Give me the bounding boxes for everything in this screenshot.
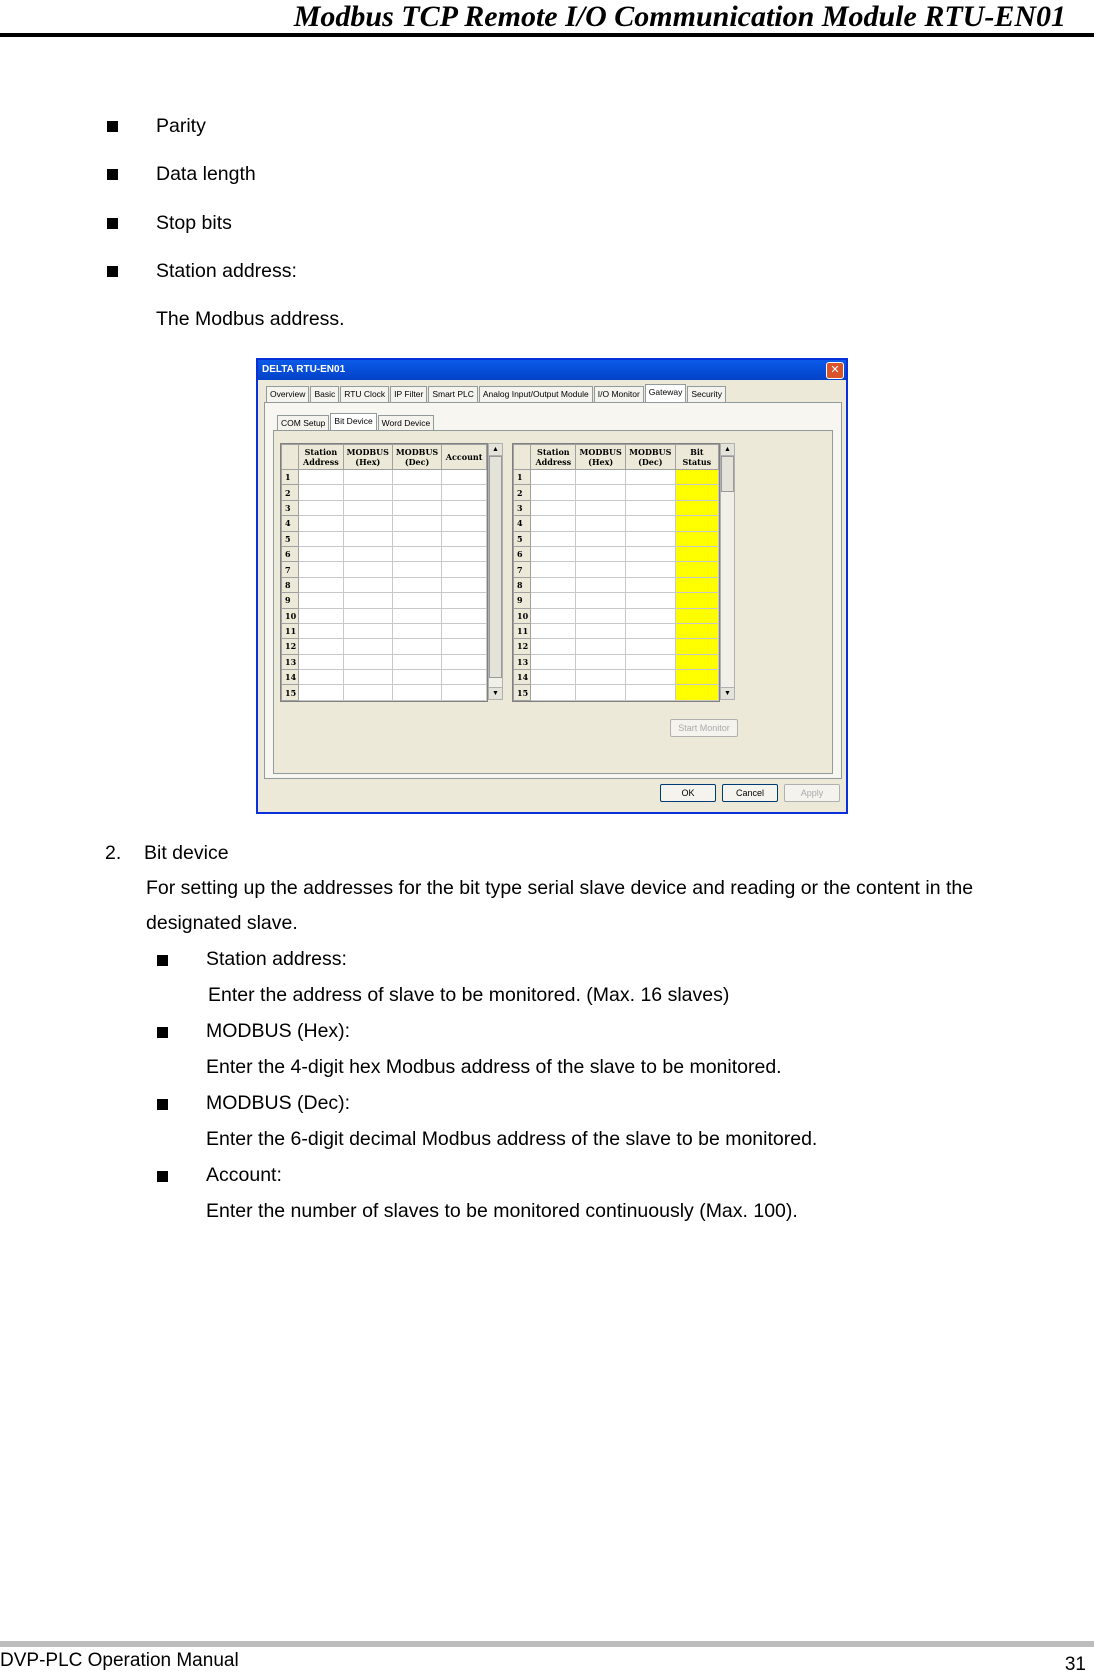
grid-cell[interactable] (299, 685, 344, 700)
grid-cell[interactable] (576, 485, 626, 500)
row-number: 6 (282, 546, 299, 561)
table-row[interactable] (282, 485, 487, 500)
grid-cell[interactable] (531, 577, 576, 592)
grid-cell[interactable] (442, 639, 487, 654)
row-number: 13 (282, 654, 299, 669)
grid-cell[interactable] (625, 670, 675, 685)
grid-cell[interactable] (392, 531, 441, 546)
grid-cell[interactable] (392, 500, 441, 515)
table-row[interactable] (514, 670, 719, 685)
tab-smart-plc[interactable]: Smart PLC (428, 386, 478, 402)
grid-cell[interactable] (576, 546, 626, 561)
subtab-word-device[interactable]: Word Device (378, 415, 435, 431)
row-number: 14 (514, 670, 531, 685)
tab-analog-io[interactable]: Analog Input/Output Module (479, 386, 593, 402)
grid-cell[interactable] (299, 500, 344, 515)
grid-cell[interactable] (299, 485, 344, 500)
scroll-thumb[interactable] (721, 456, 734, 492)
scroll-up-icon[interactable]: ▲ (489, 444, 502, 456)
footer-manual-title: DVP-PLC Operation Manual (0, 1650, 239, 1671)
table-row[interactable] (514, 531, 719, 546)
rtu-dialog (256, 358, 848, 814)
bullet-square (107, 266, 118, 277)
grid-cell[interactable] (343, 593, 392, 608)
grid-cell[interactable] (625, 500, 675, 515)
grid-cell[interactable] (625, 531, 675, 546)
row-number: 5 (282, 531, 299, 546)
table-row[interactable] (282, 670, 487, 685)
item-account-label: Account: (206, 1164, 282, 1186)
dialog-title: DELTA RTU-EN01 (262, 364, 346, 375)
grid-cell[interactable] (299, 546, 344, 561)
table-row[interactable] (514, 608, 719, 623)
grid-cell[interactable] (675, 516, 718, 531)
grid-cell[interactable] (343, 685, 392, 700)
grid-cell[interactable] (392, 685, 441, 700)
row-number: 12 (514, 639, 531, 654)
grid-cell[interactable] (531, 685, 576, 700)
col-modbus-hex: MODBUS (Hex) (576, 445, 626, 470)
table-row[interactable] (514, 500, 719, 515)
ok-button[interactable]: OK (660, 784, 716, 802)
bullet-stop-bits: Stop bits (156, 212, 232, 234)
row-number: 14 (282, 670, 299, 685)
grid-cell[interactable] (576, 685, 626, 700)
section-title: Bit device (144, 842, 229, 864)
grid-cell[interactable] (675, 470, 718, 485)
subtab-com-setup[interactable]: COM Setup (277, 415, 329, 431)
grid-cell[interactable] (675, 685, 718, 700)
close-icon[interactable]: ✕ (826, 362, 844, 379)
grid-cell[interactable] (531, 654, 576, 669)
table-row[interactable] (282, 500, 487, 515)
grid-cell[interactable] (675, 546, 718, 561)
item-modbus-hex-desc: Enter the 4-digit hex Modbus address of the slave to be monitored. (206, 1056, 782, 1078)
grid-cell[interactable] (675, 577, 718, 592)
grid-cell[interactable] (442, 654, 487, 669)
grid-cell[interactable] (625, 639, 675, 654)
table-row[interactable] (514, 593, 719, 608)
grid-cell[interactable] (299, 608, 344, 623)
grid-cell[interactable] (343, 531, 392, 546)
scroll-up-icon[interactable]: ▲ (721, 444, 734, 456)
item-station-address-desc: Enter the address of slave to be monitored. (Max. 16 slaves) (208, 984, 730, 1006)
table-row[interactable] (282, 654, 487, 669)
grid-cell[interactable] (531, 516, 576, 531)
grid-cell[interactable] (675, 485, 718, 500)
grid-cell[interactable] (392, 654, 441, 669)
grid-cell[interactable] (531, 562, 576, 577)
grid-cell[interactable] (576, 470, 626, 485)
grid-cell[interactable] (625, 608, 675, 623)
apply-button[interactable]: Apply (784, 784, 840, 802)
row-number: 4 (282, 516, 299, 531)
grid-cell[interactable] (343, 670, 392, 685)
grid-cell[interactable] (299, 639, 344, 654)
bullet-square (157, 955, 168, 966)
grid-cell[interactable] (576, 531, 626, 546)
grid-cell[interactable] (625, 593, 675, 608)
grid-cell[interactable] (343, 623, 392, 638)
grid-cell[interactable] (442, 577, 487, 592)
grid-cell[interactable] (392, 623, 441, 638)
grid-cell[interactable] (531, 546, 576, 561)
grid-cell[interactable] (576, 623, 626, 638)
item-modbus-dec-desc: Enter the 6-digit decimal Modbus address of the slave to be monitored. (206, 1128, 818, 1150)
section-intro-line2: designated slave. (146, 912, 298, 934)
main-tabs (266, 386, 727, 402)
tab-io-monitor[interactable]: I/O Monitor (594, 386, 644, 402)
row-number: 2 (514, 485, 531, 500)
row-number: 7 (514, 562, 531, 577)
grid-cell[interactable] (675, 654, 718, 669)
table-row[interactable] (514, 562, 719, 577)
grid-cell[interactable] (299, 593, 344, 608)
grid-cell[interactable] (442, 516, 487, 531)
grid-cell[interactable] (392, 470, 441, 485)
gateway-panel (264, 402, 842, 779)
col-modbus-hex: MODBUS (Hex) (343, 445, 392, 470)
tab-security[interactable]: Security (687, 386, 726, 402)
table-row[interactable] (514, 470, 719, 485)
grid-cell[interactable] (576, 500, 626, 515)
bullet-data-length: Data length (156, 163, 256, 185)
table-row[interactable] (282, 608, 487, 623)
grid-cell[interactable] (675, 593, 718, 608)
grid-cell[interactable] (442, 623, 487, 638)
grid-cell[interactable] (576, 608, 626, 623)
grid-cell[interactable] (343, 608, 392, 623)
page-number: 31 (1064, 1654, 1086, 1675)
col-bit-status: Bit Status (675, 445, 718, 470)
grid-cell[interactable] (392, 562, 441, 577)
grid-cell[interactable] (343, 470, 392, 485)
item-modbus-dec-label: MODBUS (Dec): (206, 1092, 351, 1114)
corner-cell (282, 445, 299, 470)
bullet-square (157, 1171, 168, 1182)
grid-cell[interactable] (442, 562, 487, 577)
grid-cell[interactable] (531, 531, 576, 546)
row-number: 7 (282, 562, 299, 577)
row-number: 3 (282, 500, 299, 515)
bullet-square (157, 1027, 168, 1038)
corner-cell (514, 445, 531, 470)
grid-cell[interactable] (625, 546, 675, 561)
table-row[interactable] (514, 577, 719, 592)
item-modbus-hex-label: MODBUS (Hex): (206, 1020, 351, 1042)
right-grid[interactable] (512, 443, 720, 702)
table-row[interactable] (514, 516, 719, 531)
row-number: 12 (282, 639, 299, 654)
subtab-bit-device[interactable]: Bit Device (330, 413, 376, 431)
grid-cell[interactable] (625, 470, 675, 485)
grid-cell[interactable] (531, 500, 576, 515)
grid-cell[interactable] (343, 516, 392, 531)
grid-cell[interactable] (343, 577, 392, 592)
row-number: 15 (514, 685, 531, 700)
grid-cell[interactable] (343, 639, 392, 654)
grid-cell[interactable] (675, 531, 718, 546)
col-station-address: Station Address (299, 445, 344, 470)
left-grid[interactable] (280, 443, 488, 702)
grid-cell[interactable] (343, 654, 392, 669)
table-row[interactable] (282, 577, 487, 592)
table-row[interactable] (514, 685, 719, 700)
grid-cell[interactable] (392, 670, 441, 685)
scroll-down-icon[interactable]: ▼ (721, 687, 734, 699)
bullet-square (107, 169, 118, 180)
grid-cell[interactable] (576, 562, 626, 577)
table-row[interactable] (514, 639, 719, 654)
grid-cell[interactable] (531, 593, 576, 608)
grid-cell[interactable] (576, 593, 626, 608)
grid-cell[interactable] (576, 577, 626, 592)
grid-cell[interactable] (625, 623, 675, 638)
grid-cell[interactable] (343, 562, 392, 577)
table-row[interactable] (282, 639, 487, 654)
grid-cell[interactable] (625, 516, 675, 531)
grid-cell[interactable] (675, 639, 718, 654)
grid-cell[interactable] (675, 670, 718, 685)
row-number: 8 (514, 577, 531, 592)
grid-cell[interactable] (299, 654, 344, 669)
header-rule (0, 33, 1094, 37)
grid-cell[interactable] (442, 670, 487, 685)
row-number: 9 (282, 593, 299, 608)
start-monitor-button[interactable]: Start Monitor (670, 719, 738, 737)
grid-cell[interactable] (442, 485, 487, 500)
grid-cell[interactable] (675, 623, 718, 638)
table-row[interactable] (282, 470, 487, 485)
grid-cell[interactable] (625, 562, 675, 577)
grid-cell[interactable] (392, 485, 441, 500)
row-number: 13 (514, 654, 531, 669)
row-number: 3 (514, 500, 531, 515)
col-station-address: Station Address (531, 445, 576, 470)
grid-cell[interactable] (392, 546, 441, 561)
table-row[interactable] (514, 546, 719, 561)
grid-cell[interactable] (299, 623, 344, 638)
sub-tabs (277, 415, 435, 431)
grid-cell[interactable] (442, 500, 487, 515)
grid-cell[interactable] (625, 654, 675, 669)
grid-cell[interactable] (299, 562, 344, 577)
bullet-parity: Parity (156, 115, 206, 137)
left-scrollbar[interactable] (488, 443, 503, 700)
grid-cell[interactable] (442, 531, 487, 546)
tab-overview[interactable]: Overview (266, 386, 309, 402)
grid-cell[interactable] (442, 546, 487, 561)
bullet-square (157, 1099, 168, 1110)
grid-cell[interactable] (299, 577, 344, 592)
row-number: 4 (514, 516, 531, 531)
scroll-down-icon[interactable]: ▼ (489, 687, 502, 699)
table-row[interactable] (282, 516, 487, 531)
grid-cell[interactable] (625, 685, 675, 700)
grid-cell[interactable] (576, 639, 626, 654)
row-number: 11 (282, 623, 299, 638)
grid-cell[interactable] (392, 593, 441, 608)
bullet-square (107, 218, 118, 229)
table-row[interactable] (514, 654, 719, 669)
table-row[interactable] (282, 593, 487, 608)
grid-cell[interactable] (531, 639, 576, 654)
row-number: 6 (514, 546, 531, 561)
row-number: 11 (514, 623, 531, 638)
grid-cell[interactable] (531, 623, 576, 638)
col-modbus-dec: MODBUS (Dec) (625, 445, 675, 470)
col-account: Account (442, 445, 487, 470)
row-number: 2 (282, 485, 299, 500)
bit-device-panel (273, 430, 833, 774)
right-scrollbar[interactable] (720, 443, 735, 700)
footer-rule (0, 1641, 1094, 1647)
grid-cell[interactable] (625, 485, 675, 500)
grid-cell[interactable] (299, 470, 344, 485)
grid-cell[interactable] (299, 531, 344, 546)
scroll-thumb[interactable] (489, 456, 502, 678)
grid-cell[interactable] (531, 470, 576, 485)
table-row[interactable] (514, 485, 719, 500)
table-row[interactable] (282, 546, 487, 561)
table-row[interactable] (514, 623, 719, 638)
tab-basic[interactable]: Basic (310, 386, 339, 402)
grid-cell[interactable] (531, 670, 576, 685)
col-modbus-dec: MODBUS (Dec) (392, 445, 441, 470)
grid-cell[interactable] (576, 516, 626, 531)
tab-ip-filter[interactable]: IP Filter (390, 386, 427, 402)
table-row[interactable] (282, 623, 487, 638)
row-number: 5 (514, 531, 531, 546)
row-number: 10 (514, 608, 531, 623)
grid-cell[interactable] (576, 670, 626, 685)
row-number: 1 (282, 470, 299, 485)
dialog-titlebar (258, 360, 846, 380)
grid-cell[interactable] (299, 670, 344, 685)
grid-cell[interactable] (343, 500, 392, 515)
grid-cell[interactable] (675, 562, 718, 577)
bullet-station-address: Station address: (156, 260, 297, 282)
grid-cell[interactable] (343, 485, 392, 500)
row-number: 9 (514, 593, 531, 608)
grid-cell[interactable] (675, 608, 718, 623)
tab-rtu-clock[interactable]: RTU Clock (340, 386, 389, 402)
bullet-square (107, 121, 118, 132)
grid-cell[interactable] (299, 516, 344, 531)
grid-cell[interactable] (442, 593, 487, 608)
cancel-button[interactable]: Cancel (722, 784, 778, 802)
table-row[interactable] (282, 685, 487, 700)
row-number: 10 (282, 608, 299, 623)
grid-cell[interactable] (531, 485, 576, 500)
grid-cell[interactable] (576, 654, 626, 669)
grid-cell[interactable] (675, 500, 718, 515)
table-row[interactable] (282, 531, 487, 546)
item-station-address-label: Station address: (206, 948, 347, 970)
row-number: 15 (282, 685, 299, 700)
station-address-note: The Modbus address. (156, 308, 345, 330)
section-intro-line1: For setting up the addresses for the bit type serial slave device and reading or the content in the (146, 877, 974, 899)
grid-cell[interactable] (392, 608, 441, 623)
grid-cell[interactable] (392, 516, 441, 531)
grid-cell[interactable] (531, 608, 576, 623)
item-account-desc: Enter the number of slaves to be monitored continuously (Max. 100). (206, 1200, 798, 1222)
grid-cell[interactable] (392, 577, 441, 592)
grid-cell[interactable] (343, 546, 392, 561)
grid-cell[interactable] (625, 577, 675, 592)
grid-cell[interactable] (442, 608, 487, 623)
row-number: 8 (282, 577, 299, 592)
grid-cell[interactable] (442, 685, 487, 700)
header-title: Modbus TCP Remote I/O Communication Module RTU-EN01 (293, 0, 1066, 33)
table-row[interactable] (282, 562, 487, 577)
section-number: 2. (105, 842, 122, 864)
grid-cell[interactable] (442, 470, 487, 485)
row-number: 1 (514, 470, 531, 485)
tab-gateway[interactable]: Gateway (645, 384, 687, 402)
grid-cell[interactable] (392, 639, 441, 654)
